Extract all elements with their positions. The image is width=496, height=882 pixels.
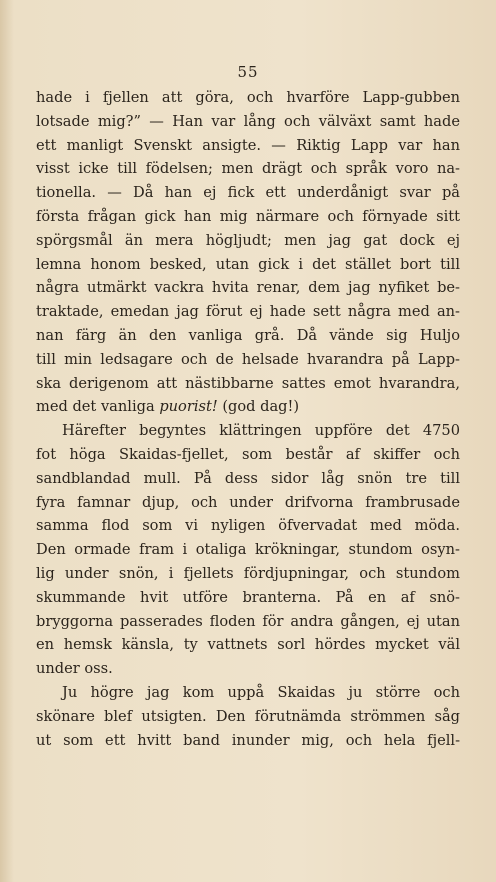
text-line: samma flod som vi nyligen öfvervadat med möda. [36,517,460,535]
text-line: fot höga Skaidas-fjellet, som består af skiffer och [36,445,460,463]
text-line: en hemsk känsla, ty vattnets sorl hördes mycket väl [36,636,460,654]
text-line: till min ledsagare och de helsade hvarandra på Lapp- [36,350,460,368]
text-line: några utmärkt vackra hvita renar, dem jag nyfiket be- [36,279,460,297]
italic-greeting: puorist! [159,398,218,416]
text-line: bryggorna passerades floden för andra gången, ej utan [36,612,460,630]
text-line: Ju högre jag kom uppå Skaidas ju större och [62,683,460,701]
page-number: 55 [237,63,259,81]
text-line: nan färg än den vanliga grå. Då vände sig Huljo [36,326,460,344]
body-text [36,86,460,752]
text-line: traktade, emedan jag förut ej hade sett några med an- [36,303,460,321]
text-line: visst icke till födelsen; men drägt och språk voro na- [36,160,460,178]
text-line: första frågan gick han mig närmare och förnyade sitt [36,207,460,225]
text-line: spörgsmål än mera högljudt; men jag gat dock ej [36,231,460,249]
text-line: lig under snön, i fjellets fördjupningar, och stundom [36,564,460,582]
text-line: skummande hvit utföre branterna. På en af snö- [36,588,460,606]
text-line: fyra famnar djup, och under drifvorna frambrusade [36,493,460,511]
text-line: Den ormade fram i otaliga krökningar, stundom osyn- [36,541,460,559]
text-line: sandblandad mull. På dess sidor låg snön tre till [36,469,460,487]
text-line: ett manligt Svenskt ansigte. — Riktig Lapp var han [36,136,460,154]
text-line: lemna honom besked, utan gick i det stället bort till [36,255,460,273]
text-segment: med det vanliga [36,398,155,416]
text-line: under oss. [36,660,113,678]
text-line: hade i fjellen att göra, och hvarföre Lapp-gubben [36,89,460,106]
text-line: tionella. — Då han ej fick ett underdånigt svar på [36,184,460,202]
text-line: lotsade mig?” — Han var lång och välväxt samt hade [36,112,460,130]
text-line: ut som ett hvitt band inunder mig, och hela fjell- [36,731,460,749]
text-line [36,395,460,419]
text-segment: (god dag!) [217,398,300,416]
text-line: Härefter begyntes klättringen uppföre det 4750 [62,422,460,440]
text-line: skönare blef utsigten. Den förutnämda strömmen såg [36,707,460,725]
text-line: ska derigenom att nästibbarne sattes emot hvarandra, [36,374,460,392]
